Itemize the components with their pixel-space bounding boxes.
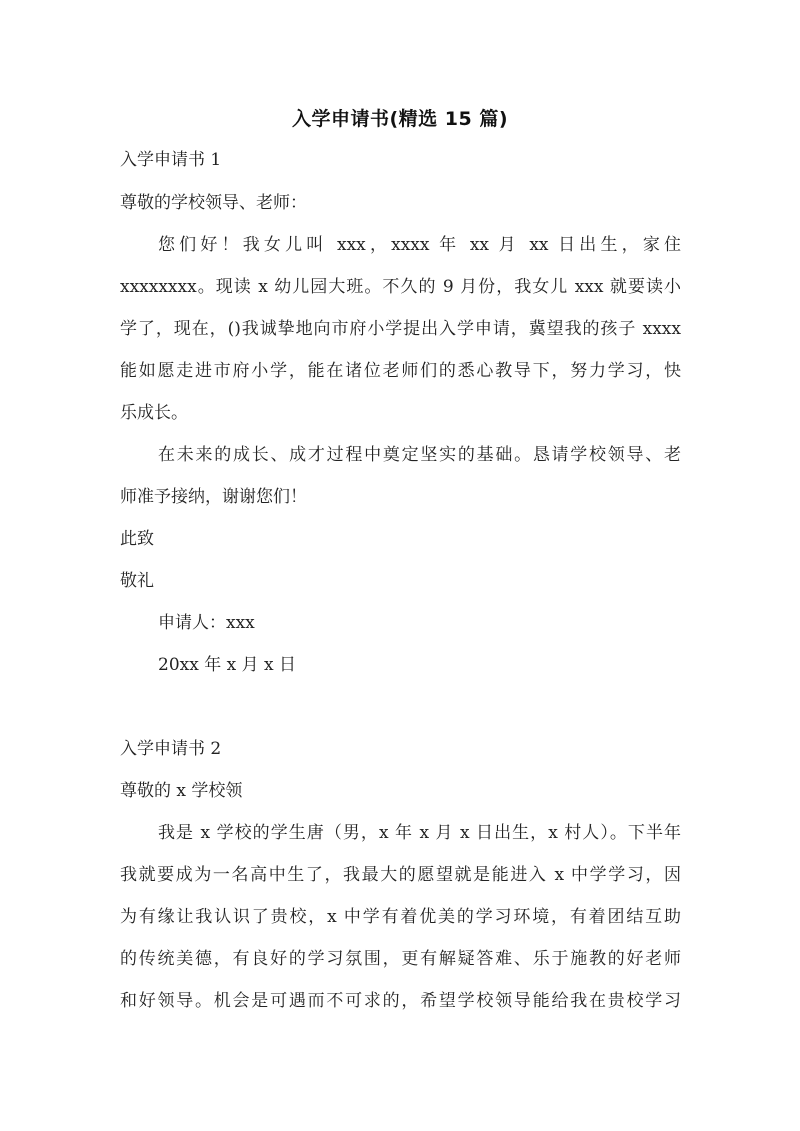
letter1-closing-1: 此致 — [120, 529, 154, 549]
letter2-p1-line: 的传统美德，有良好的学习氛围，更有解疑答难、乐于施教的好老师 — [120, 949, 681, 969]
letter1-p1-line: 乐成长。 — [120, 403, 188, 423]
letter1-salutation: 尊敬的学校领导、老师： — [120, 193, 307, 213]
document-title: 入学申请书(精选 15 篇) — [291, 108, 509, 130]
letter2-p1-line: 我是 x 学校的学生唐（男，x 年 x 月 x 日出生，x 村人）。下半年 — [158, 823, 681, 843]
letter1-applicant: 申请人：xxx — [158, 613, 255, 633]
letter1-closing-2: 敬礼 — [120, 571, 154, 591]
letter1-p1-line: xxxxxxxx。现读 x 幼儿园大班。不久的 9 月份，我女儿 xxx 就要读小 — [120, 277, 681, 297]
letter1-heading: 入学申请书 1 — [120, 150, 222, 170]
letter2-heading: 入学申请书 2 — [120, 739, 222, 759]
letter2-p1-line: 我就要成为一名高中生了，我最大的愿望就是能进入 x 中学学习，因 — [120, 865, 681, 885]
letter1-p2-line: 在未来的成长、成才过程中奠定坚实的基础。恳请学校领导、老 — [158, 445, 681, 465]
letter1-p1-line: 您们好！我女儿叫 xxx，xxxx 年 xx 月 xx 日出生，家住 — [158, 235, 681, 255]
letter1-p1-line: 学了，现在，()我诚挚地向市府小学提出入学申请，冀望我的孩子 xxxx — [120, 319, 681, 339]
letter1-date: 20xx 年 x 月 x 日 — [158, 655, 297, 675]
letter1-p2-line: 师准予接纳，谢谢您们！ — [120, 487, 307, 507]
letter2-p1-line: 为有缘让我认识了贵校，x 中学有着优美的学习环境，有着团结互助 — [120, 907, 681, 927]
letter1-p1-line: 能如愿走进市府小学，能在诸位老师们的悉心教导下，努力学习，快 — [120, 361, 681, 381]
letter2-salutation: 尊敬的 x 学校领 — [120, 781, 243, 801]
letter2-p1-line: 和好领导。机会是可遇而不可求的，希望学校领导能给我在贵校学习 — [120, 991, 681, 1011]
